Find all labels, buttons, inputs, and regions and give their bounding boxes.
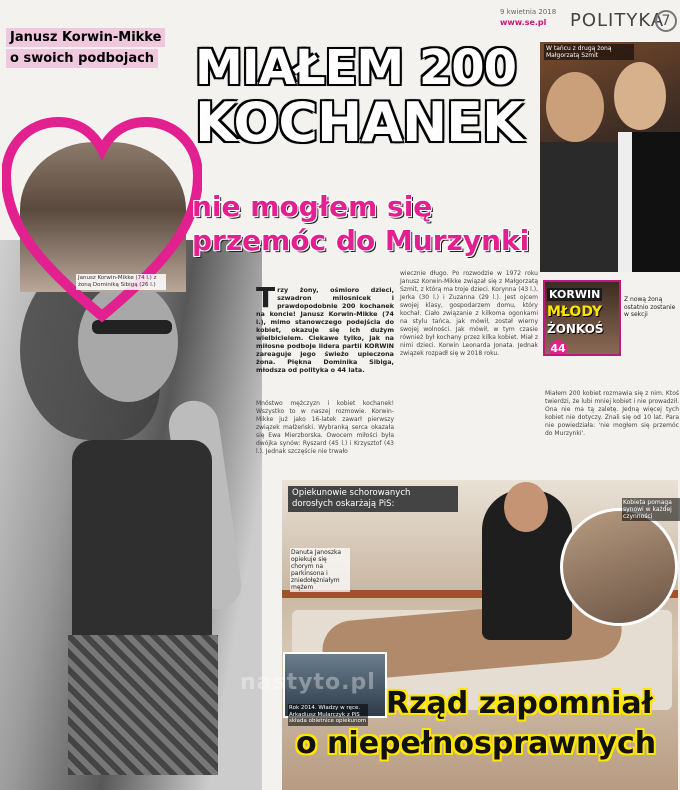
caregiver-head-shape <box>504 482 548 532</box>
main-headline <box>195 42 540 152</box>
article-column-3: Miałem 200 kobiet rozmawia się z nim. Ktoś twierdzi, że lubi mniej kobiet i nie prowadził. Ona nie ma tą zaletę. Jedną więcej tych kobiet nie dotyczy. Znali się od 10 lat. Para nie powiedziała: 'nie mogłem się przemóc do Murzynki'. <box>545 390 679 437</box>
section-name: POLITYKA <box>570 10 665 31</box>
person-subtitle: o swoich podbojach <box>6 49 158 68</box>
lead-text: rzy żony, ośmioro dzieci, szwadron milosnicek i prawdopodobnie 200 kochanek na koncie! Janusz Korwin-Mikke (74 l.), mimo stanowczego podejścia do kobiet, okazuje się ich dużym wielbicielem. Ciekawe tylko, jak na miłosne podboje lidera partii KORWiN zareaguje jego świeżo upieczona żona. Piękna Dominika Sibiga, młodsza od polityka o 44 lata. <box>256 286 394 374</box>
man-face-shape <box>614 62 666 130</box>
headline-line-1: MIAŁEM 200 <box>195 40 517 96</box>
subheadline-line-2: przemóc do Murzynki <box>192 224 530 257</box>
page-number: 7 <box>655 10 677 32</box>
inset-caption: Z nową żoną ostatnio zostanie w sekcji <box>624 296 676 318</box>
suit-shape <box>618 132 680 272</box>
shorts-shape <box>68 635 218 775</box>
article-column-2: wiecznie długo. Po rozwodzie w 1972 roku Janusz Korwin-Mikke związał się z Małgorzatą Szmit, z którą ma troje dzieci. Korynna (43 l.), Jerka (30 l.) i Zuzanna (29 l.). Jest ojcem swojej klasy, gospodarzem domu, który kochał. Ciało związanie z kilkoma ogonkami na stylu tańca, jak mówił, został wierny swojej wolności. Jak mówił, w tym czasie również był kochany przez kilka kobiet. Miał z nimi dzieci. Korwin Leonarda Jonata. Jednak związek rozpadł się w 2018 roku. <box>400 270 538 357</box>
subheadline <box>192 190 542 258</box>
circle-inset-photo <box>560 508 678 626</box>
inset-cover-thumbnail <box>543 280 621 356</box>
bottom-headline <box>296 684 680 764</box>
cover-word-zonkos: ŻONKOŚ <box>547 322 604 336</box>
caregiver-photo-caption: Danuta Janoszka opiekuje się chorym na parkinsona i zniedołężniałym mężem <box>290 548 350 592</box>
bottom-headline-line-2: o niepełnosprawnych <box>296 726 657 761</box>
heart-photo-caption: Janusz Korwin-Mikke (74 l.) z żoną Dominiką Sibigą (26 l.) <box>76 274 166 290</box>
headline-line-2: KOCHANEK <box>195 91 523 154</box>
circle-photo-caption: Kobieta pomaga synowi w każdej czynności <box>622 498 680 521</box>
person-name: Janusz Korwin-Mikke <box>6 28 165 47</box>
article-tag: Opiekunowie schorowanych dorosłych oskarżają PiS: <box>288 486 458 512</box>
cover-word-mlody: MŁODY <box>547 304 603 320</box>
drop-cap: T <box>256 281 276 314</box>
tank-top-shape <box>72 440 212 640</box>
heart-outline-icon <box>2 116 202 326</box>
politician-photo-caption: Rok 2014. Władzy w ręce. Arkadiusz Mularczyk z PiS składa obietnice opiekunom <box>289 705 367 724</box>
dancing-photo-caption: W tańcu z drugą żoną Małgorzatą Szmit <box>544 44 634 60</box>
dress-shape <box>540 142 620 272</box>
woman-face-shape <box>546 72 604 142</box>
dancing-couple-photo <box>540 42 680 272</box>
cover-age-badge: 44 <box>549 340 567 356</box>
article-lead <box>256 281 394 374</box>
article-column-1: Mnóstwo mężczyzn i kobiet kochanek! Wszystko to w naszej rozmowie. Korwin-Mikke już jako 16-latek zawarł pierwszy związek małżeński. Wybranką serca okazała się Ewa Mierzborska. Owocem miłości była dwójka synów: Ryszard (45 l.) i Krzysztof (43 l.). Jednak szczęście nie trwało <box>256 400 394 455</box>
issue-date: 9 kwietnia 2018 <box>500 8 557 16</box>
subheadline-line-1: nie mogłem się <box>192 190 433 223</box>
watermark-text: nastyto.pl <box>240 670 376 695</box>
site-url[interactable]: www.se.pl <box>500 18 547 27</box>
bottom-headline-line-1: Rząd zapomniał <box>386 686 653 721</box>
heart-photo-frame <box>2 62 202 288</box>
cover-word-korwin: KORWIN <box>549 288 601 301</box>
